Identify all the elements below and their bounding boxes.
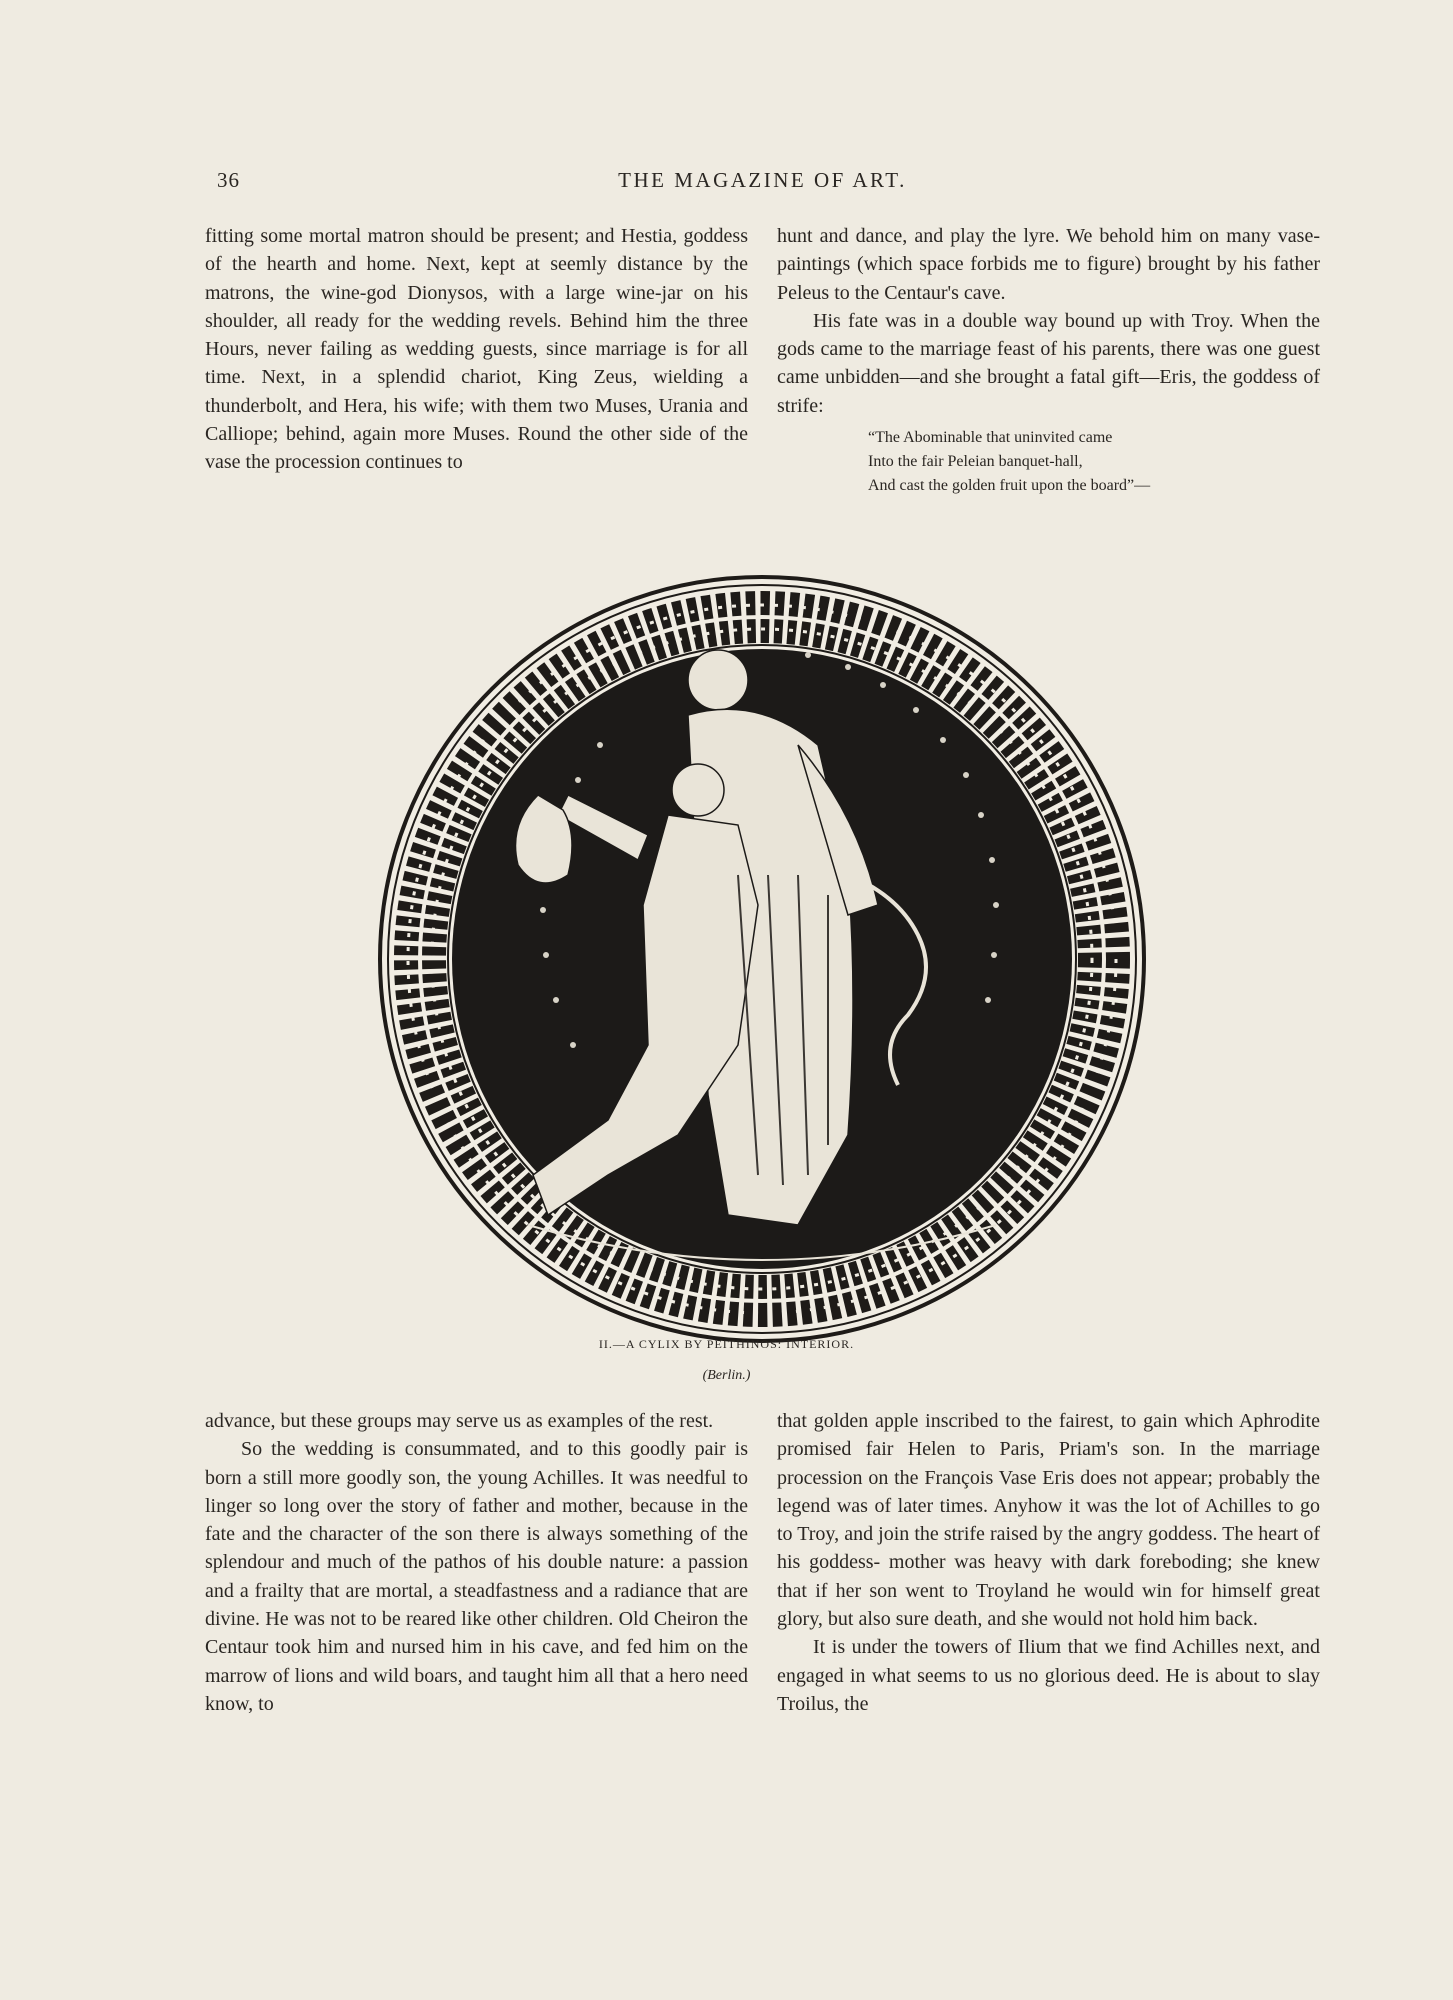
text-line: character of the son there is always something of	[309, 1523, 724, 1546]
quote-line: And cast the golden fruit upon the board”—	[868, 477, 1151, 495]
text-line: chariot, King Zeus, wielding a thunderbolt, and	[205, 366, 748, 417]
text-line: His fate was in a double way bound up with Troy.	[813, 309, 1241, 332]
text-line: himself great glory, but also sure death, and she	[777, 1579, 1320, 1631]
column-bottom-left	[205, 1407, 748, 1718]
text-line: the three Hours, never failing as wedding guests,	[205, 309, 748, 361]
paragraph	[777, 222, 1320, 307]
text-line: It is under the towers of Ilium that we find	[813, 1636, 1172, 1659]
text-line: Calliope; behind, again more Muses. Round the	[205, 423, 611, 446]
verse-quote	[868, 426, 1320, 498]
text-line: legend was of later times. Anyhow it was the lot	[777, 1494, 1183, 1517]
text-line: and fed him on the marrow of lions and wild boars,	[205, 1636, 748, 1687]
paragraph	[205, 1435, 748, 1718]
text-line: all ready for the wedding revels. Behind him	[286, 309, 676, 332]
paragraph	[777, 307, 1320, 420]
text-line: of father and mother, because in the fate and the	[205, 1494, 748, 1546]
text-line: François Vase Eris does not appear; probably the	[924, 1466, 1320, 1489]
text-line: Dionysos, with a large wine-jar on his shoulder,	[205, 281, 748, 332]
quote-line: Into the fair Peleian banquet-hall,	[868, 453, 1083, 471]
text-line: fitting some mortal matron should be present; and	[205, 225, 621, 247]
text-line: that golden apple inscribed to the fairest, to gain	[777, 1410, 1185, 1432]
text-line: that if her son went to Troyland he would win for	[777, 1579, 1212, 1602]
text-line: by the angry goddess. The heart of his goddess-	[777, 1523, 1321, 1574]
text-line: Achilles. It was needful to linger so long over the story	[205, 1466, 749, 1517]
page-number: 36	[217, 168, 240, 192]
paragraph	[777, 1407, 1320, 1633]
text-line: hunt and dance, and play the lyre. We behold	[777, 225, 1161, 247]
text-line: Priam's son. In the marriage procession on the	[777, 1438, 1320, 1489]
text-line: since marriage is for all time. Next, in a splendid	[205, 338, 749, 389]
text-line: no glorious deed. He is about to slay Troilus, the	[777, 1664, 1320, 1715]
paragraph	[205, 1407, 748, 1435]
figure-location: (Berlin.)	[702, 1368, 751, 1383]
text-line: Centaur's cave.	[884, 281, 1006, 304]
text-line: not to be reared like other children. Old Cheiron	[330, 1608, 724, 1631]
text-line: Hera, his wife; with them two Muses, Urania and	[343, 394, 748, 417]
quote-line: “The Abominable that uninvited came	[868, 429, 1113, 447]
column-top-right	[777, 222, 1320, 498]
text-line: advance, but these groups may serve us as examples	[205, 1410, 629, 1432]
text-line: kept at seemly distance by the matrons, the wine-god	[205, 253, 748, 304]
text-line: So the wedding is consummated, and to this	[241, 1438, 631, 1461]
text-line: the Centaur took him and nursed him in his cave,	[205, 1608, 748, 1659]
text-line: nature: a passion and a frailty that are mortal, a	[205, 1551, 749, 1602]
text-line: goodly pair is born a still more goodly son, the young	[205, 1438, 748, 1489]
paragraph	[205, 222, 748, 477]
text-line: parents, there was one guest came unbidden—and she	[777, 338, 1321, 389]
text-line: Hestia, goddess of the hearth and home. Next,	[205, 225, 748, 276]
figure-caption: II.—A CYLIX BY PEITHINOS: INTERIOR.	[598, 1337, 855, 1351]
text-line: steadfastness and a radiance that are divine. He was	[205, 1579, 749, 1631]
text-line: would not hold him back.	[1052, 1608, 1258, 1631]
text-line: of the rest.	[628, 1410, 714, 1432]
text-line: mother was heavy with dark foreboding; she knew	[888, 1551, 1320, 1574]
text-line: other side of the vase the procession continues to	[205, 423, 748, 474]
text-line: the splendour and much of the pathos of his double	[205, 1523, 748, 1574]
paragraph	[777, 1633, 1320, 1718]
page-header	[205, 168, 1320, 198]
text-line: of Achilles to go to Troy, and join the strife raised	[777, 1494, 1320, 1546]
column-top-left	[205, 222, 748, 477]
text-line: brought a fatal gift—Eris, the goddess of strife:	[777, 366, 1320, 417]
text-line: When the gods came to the marriage feast of his	[777, 309, 1320, 361]
text-line: Achilles next, and engaged in what seems to us	[777, 1636, 1320, 1687]
text-line: me to figure) brought by his father Peleus to the	[777, 253, 1320, 304]
text-line: and taught him all that a hero need know, to	[205, 1664, 748, 1715]
text-line: which Aphrodite promised fair Helen to Paris,	[777, 1410, 1320, 1461]
running-title: THE MAGAZINE OF ART.	[618, 168, 907, 192]
cylix-illustration	[378, 575, 1146, 1343]
text-line: him on many vase-paintings (which space forbids	[777, 225, 1320, 276]
column-bottom-right	[777, 1407, 1320, 1718]
